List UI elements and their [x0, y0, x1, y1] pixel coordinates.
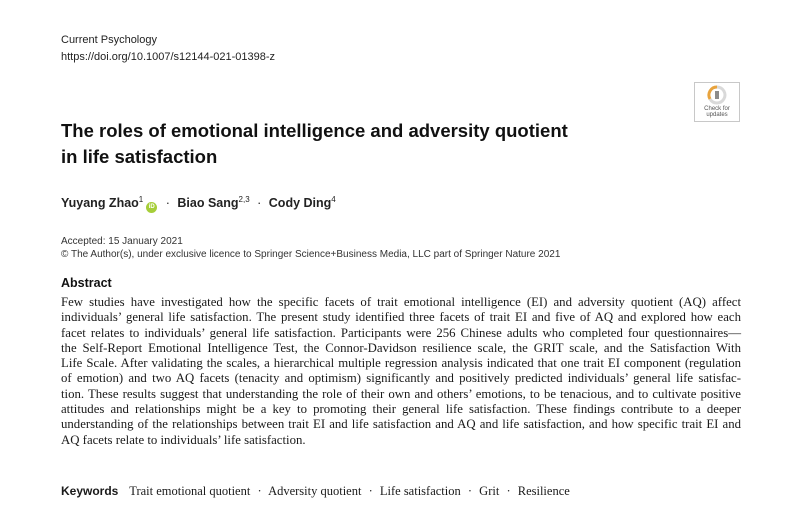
- keyword-item[interactable]: Resilience: [517, 484, 570, 498]
- author-affil-1: 1: [138, 195, 144, 204]
- abstract-line: of emotion) and two AQ facets (tenacity and optimism) significantly and positively predicted individuals’ general life satisfac-: [61, 371, 741, 386]
- title-line-1: The roles of emotional intelligence and adversity quotient: [61, 120, 568, 141]
- author-name-2[interactable]: Biao Sang: [177, 196, 239, 210]
- keyword-separator: ·: [467, 484, 473, 498]
- keyword-separator: ·: [368, 484, 373, 498]
- author-separator: ·: [257, 196, 262, 210]
- title-line-2: in life satisfaction: [61, 146, 218, 167]
- keywords-section: [61, 483, 570, 499]
- keyword-item[interactable]: Grit: [479, 484, 500, 498]
- check-for-updates-icon: [707, 85, 727, 105]
- doi-link[interactable]: https://doi.org/10.1007/s12144-021-01398-z: [61, 51, 276, 63]
- abstract-line: tion. These results suggest that understanding the role of their own and others’ emotions, to be tenacious, and to cultivate positive: [61, 386, 741, 401]
- journal-name: Current Psychology: [61, 34, 157, 46]
- check-for-updates-badge[interactable]: [694, 82, 740, 122]
- keyword-item[interactable]: Adversity quotient: [268, 484, 362, 498]
- keywords-label: Keywords: [61, 484, 119, 498]
- abstract-line: understanding of the relationships between trait EI and life satisfaction and AQ and life satisfaction, and how specific trait EI and: [61, 417, 741, 432]
- keyword-item[interactable]: Life satisfaction: [379, 484, 461, 498]
- author-list: [61, 192, 336, 213]
- badge-line-1: Check for: [704, 106, 730, 112]
- article-title: [61, 118, 621, 170]
- keyword-separator: ·: [506, 484, 511, 498]
- abstract-line: Life Scale. After validating the scales, a hierarchical multiple regression analysis indicated that one trait EI component (regulation: [61, 356, 741, 371]
- author-name-1[interactable]: Yuyang Zhao: [61, 196, 139, 210]
- abstract-line: the Self-Report Emotional Intelligence Test, the Connor-Davidson resilience scale, the GRIT scale, and the Satisfaction With: [61, 340, 741, 355]
- abstract-line: Few studies have investigated how the specific facets of trait emotional intelligence (EI) and adversity quotient (AQ) affect: [61, 295, 741, 309]
- keyword-separator: ·: [257, 484, 262, 498]
- abstract-line: individuals’ general life satisfaction. The present study identified three facets of trait EI and five of AQ and explored how each: [61, 310, 741, 325]
- copyright-notice: © The Author(s), under exclusive licence to Springer Science+Business Media, LLC part of Springer Nature 2021: [61, 249, 561, 260]
- abstract-line: facet relates to individuals’ general life satisfaction. Participants were 256 Chinese adults who completed four questionnaires—: [61, 325, 741, 340]
- author-name-3[interactable]: Cody Ding: [268, 196, 332, 210]
- badge-line-2: updates: [706, 112, 728, 118]
- abstract-line: attitudes and relationships might be a key to promoting their general life satisfaction. These findings contribute to a deeper: [61, 402, 741, 417]
- abstract-body: [61, 295, 741, 448]
- keyword-item[interactable]: Trait emotional quotient: [129, 484, 251, 498]
- author-separator: ·: [165, 196, 170, 210]
- orcid-icon[interactable]: iD: [146, 202, 157, 213]
- author-affil-2: 2,3: [238, 195, 250, 204]
- accepted-date: Accepted: 15 January 2021: [61, 236, 183, 247]
- abstract-heading: Abstract: [61, 276, 112, 290]
- author-affil-3: 4: [331, 195, 336, 204]
- abstract-line: AQ facets relate to individuals’ life satisfaction.: [61, 432, 306, 447]
